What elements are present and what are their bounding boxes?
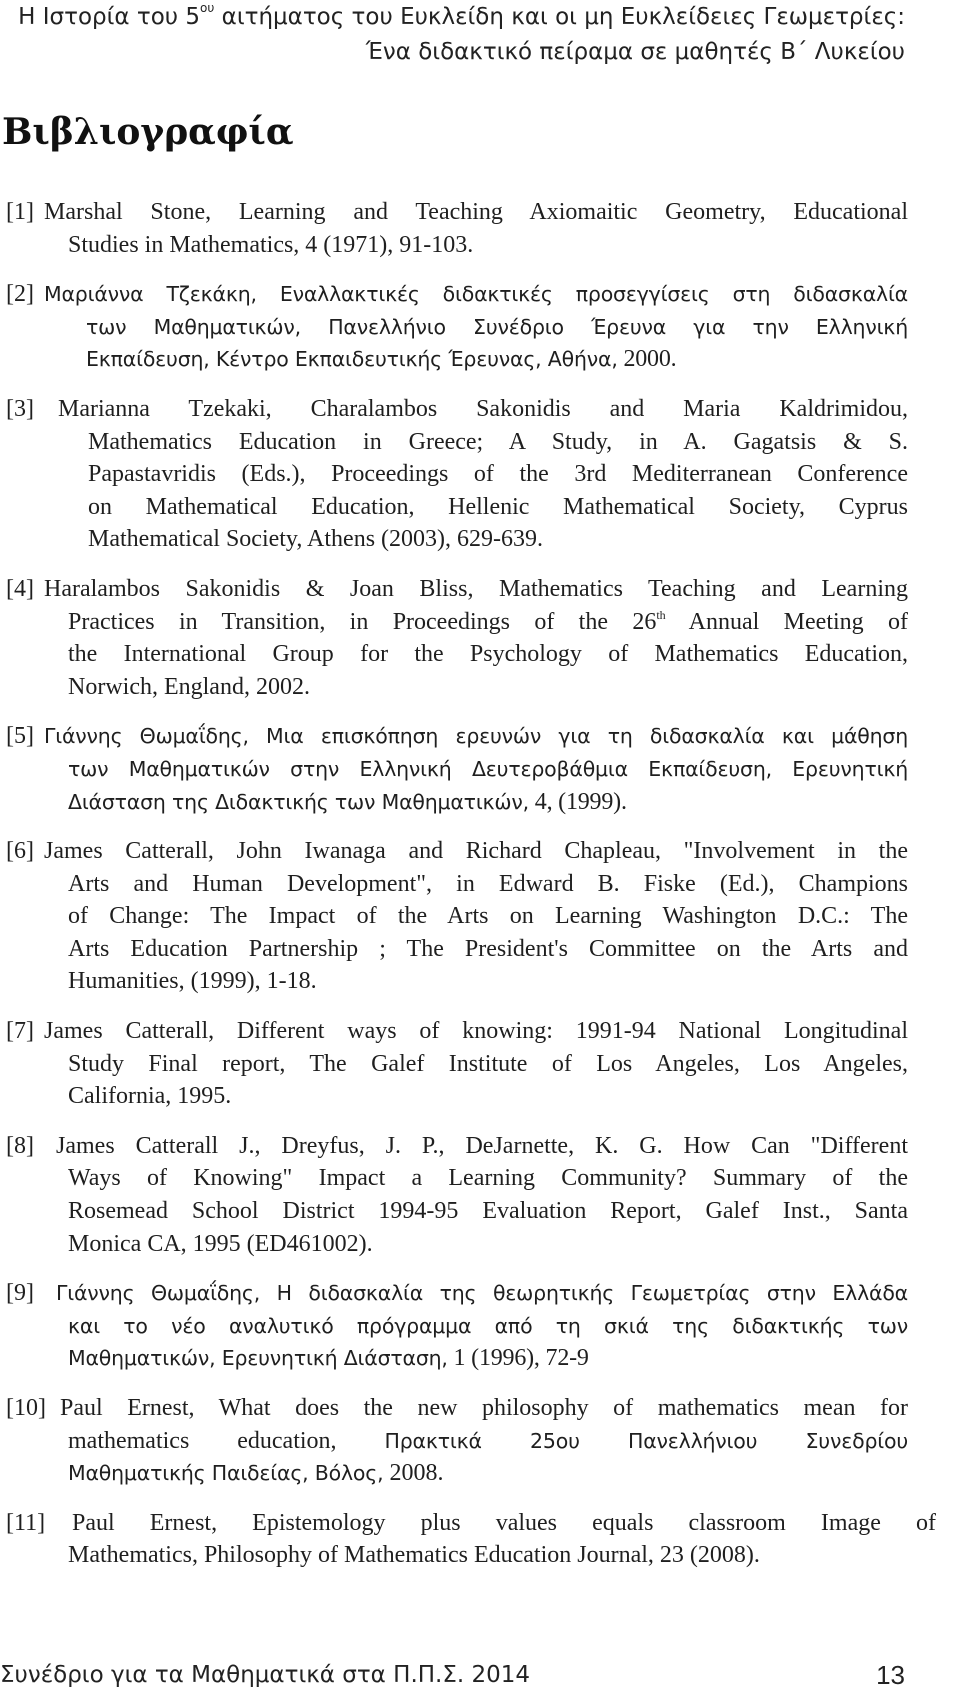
- reference-line: Μαθηματικών, Ερευνητική Διάσταση,: [68, 1346, 448, 1371]
- reference-text: [44, 573, 908, 703]
- reference-line: Γιάννης Θωμαΐδης, Μια επισκόπηση ερευνών για τη διδασκαλία και μάθηση: [44, 724, 908, 749]
- reference-text: [44, 196, 908, 261]
- reference-text: [56, 1277, 908, 1375]
- ordinal-superscript: th: [656, 607, 666, 622]
- reference-line: Μαριάννα Τζεκάκη, Εναλλακτικές διδακτικές προσεγγίσεις στη διδασκαλία: [44, 282, 908, 307]
- reference-number: [11]: [6, 1509, 46, 1536]
- reference-line: Marshal Stone, Learning and Teaching Axiomaitic Geometry, Educational: [44, 199, 908, 225]
- reference-line: Papastavridis (Eds.), Proceedings of the 3rd Mediterranean Conference: [88, 461, 908, 488]
- reference-year: 2000.: [617, 346, 677, 373]
- reference-line: James Catterall, John Iwanaga and Richard Chapleau, "Involvement in the: [44, 838, 908, 865]
- reference-line: Arts Education Partnership ; The President's Committee on the Arts and: [68, 935, 908, 962]
- reference-line: Rosemead School District 1994-95 Evaluation Report, Galef Inst., Santa: [68, 1198, 908, 1225]
- reference-number: [1]: [6, 199, 34, 225]
- header-superscript: ου: [200, 1, 215, 15]
- reference-text: [68, 1507, 936, 1572]
- reference-line: Paul Ernest, What does the new philosophy of mathematics mean for: [60, 1395, 908, 1421]
- reference-line: Εκπαίδευση, Κέντρο Εκπαιδευτικής Έρευνας, Αθήνα,: [86, 347, 618, 372]
- reference-line: on Mathematical Education, Hellenic Mathematical Society, Cyprus: [88, 493, 908, 520]
- reference-line: the International Group for the Psychology of Mathematics Education,: [68, 641, 908, 668]
- reference-year: 2008.: [383, 1460, 444, 1487]
- reference-text: [44, 278, 908, 376]
- reference-2: [6, 278, 908, 376]
- reference-line: Haralambos Sakonidis & Joan Bliss, Mathematics Teaching and Learning: [44, 575, 908, 602]
- reference-line: Mathematics, Philosophy of Mathematics Education Journal, 23 (2008).: [68, 1542, 760, 1569]
- page-number: 13: [876, 1660, 905, 1690]
- running-header: [0, 0, 905, 70]
- reference-text: [56, 1130, 908, 1260]
- reference-line: Ways of Knowing" Impact a Learning Community? Summary of the: [68, 1165, 908, 1192]
- reference-number: [6]: [6, 838, 34, 865]
- reference-line: Arts and Human Development", in Edward B. Fiske (Ed.), Champions: [68, 870, 908, 897]
- reference-line: James Catterall J., Dreyfus, J. P., DeJarnette, K. G. How Can "Different: [56, 1132, 908, 1159]
- reference-7: [6, 1015, 908, 1113]
- reference-line: Μαθηματικής Παιδείας, Βόλος,: [68, 1461, 384, 1486]
- reference-number: [2]: [6, 281, 34, 308]
- running-footer: [0, 1655, 905, 1695]
- reference-line: Studies in Mathematics, 4 (1971), 91-103.: [68, 231, 474, 258]
- reference-line: Mathematical Society, Athens (2003), 629-639.: [88, 526, 544, 553]
- footer-conference: Συνέδριο για τα Μαθηματικά στα Π.Π.Σ. 2014: [0, 1662, 531, 1688]
- reference-1: [6, 196, 908, 261]
- reference-line: Marianna Tzekaki, Charalambos Sakonidis and Maria Kaldrimidou,: [58, 395, 908, 422]
- reference-number: [9]: [6, 1280, 34, 1307]
- reference-line: των Μαθηματικών, Πανελλήνιο Συνέδριο Έρευνα για την Ελληνική: [86, 314, 908, 339]
- reference-line: of Change: The Impact of the Arts on Learning Washington D.C.: The: [68, 903, 908, 930]
- reference-5: [6, 720, 908, 818]
- reference-4: [6, 573, 908, 703]
- reference-line: Γιάννης Θωμαΐδης, Η διδασκαλία της θεωρητικής Γεωμετρίας στην Ελλάδα: [56, 1281, 908, 1306]
- reference-line: Norwich, England, 2002.: [68, 673, 310, 700]
- reference-line: James Catterall, Different ways of knowing: 1991-94 National Longitudinal: [44, 1018, 908, 1045]
- reference-text: [58, 393, 908, 556]
- reference-line: Humanities, (1999), 1-18.: [68, 968, 317, 995]
- reference-6: [6, 835, 908, 998]
- reference-number: [8]: [6, 1132, 34, 1159]
- reference-line: των Μαθηματικών στην Ελληνική Δευτεροβάθμια Εκπαίδευση, Ερευνητική: [68, 756, 908, 781]
- reference-text: [60, 1392, 909, 1490]
- reference-9: [6, 1277, 908, 1375]
- reference-line: Πρακτικά 25ου Πανελλήνιου Συνεδρίου: [384, 1428, 909, 1453]
- reference-text: [44, 1015, 908, 1113]
- reference-number: [5]: [6, 723, 34, 750]
- reference-text: [44, 720, 908, 818]
- page-title: Βιβλιογραφία: [2, 111, 294, 153]
- reference-text: [44, 835, 908, 998]
- reference-line: και το νέο αναλυτικό πρόγραμμα από τη σκιά της διδακτικής των: [68, 1313, 908, 1338]
- reference-volume: 4, (1999).: [528, 788, 627, 815]
- reference-line: Monica CA, 1995 (ED461002).: [68, 1230, 373, 1257]
- reference-number: [3]: [6, 395, 34, 422]
- reference-line: Διάσταση της Διδακτικής των Μαθηματικών,: [68, 789, 529, 814]
- reference-8: [6, 1130, 908, 1260]
- reference-11: [6, 1507, 936, 1572]
- reference-line: Paul Ernest, Epistemology plus values equals classroom Image of: [72, 1509, 936, 1536]
- reference-number: [7]: [6, 1018, 34, 1045]
- reference-line: California, 1995.: [68, 1083, 232, 1110]
- reference-line: Mathematics Education in Greece; A Study, in A. Gagatsis & S.: [88, 428, 908, 455]
- header-line-2: Ένα διδακτικό πείραμα σε μαθητές Β΄ Λυκείου: [365, 39, 905, 65]
- reference-list: [6, 196, 936, 1589]
- reference-10: [6, 1392, 908, 1490]
- reference-number: [4]: [6, 575, 34, 602]
- reference-line: Annual Meeting of: [665, 608, 908, 635]
- reference-volume: 1 (1996), 72-9: [447, 1345, 589, 1372]
- reference-line: Practices in Transition, in Proceedings of the 26: [68, 608, 657, 635]
- header-line-1-post: αιτήματος του Ευκλείδη και οι μη Ευκλείδειες Γεωμετρίες:: [214, 4, 905, 30]
- reference-number: [10]: [6, 1395, 46, 1421]
- reference-line: mathematics education,: [68, 1427, 337, 1454]
- header-line-1: [0, 0, 905, 35]
- reference-line: Study Final report, The Galef Institute of Los Angeles, Los Angeles,: [68, 1050, 908, 1077]
- reference-3: [6, 393, 908, 556]
- header-line-1-pre: Η Ιστορία του 5: [18, 4, 201, 30]
